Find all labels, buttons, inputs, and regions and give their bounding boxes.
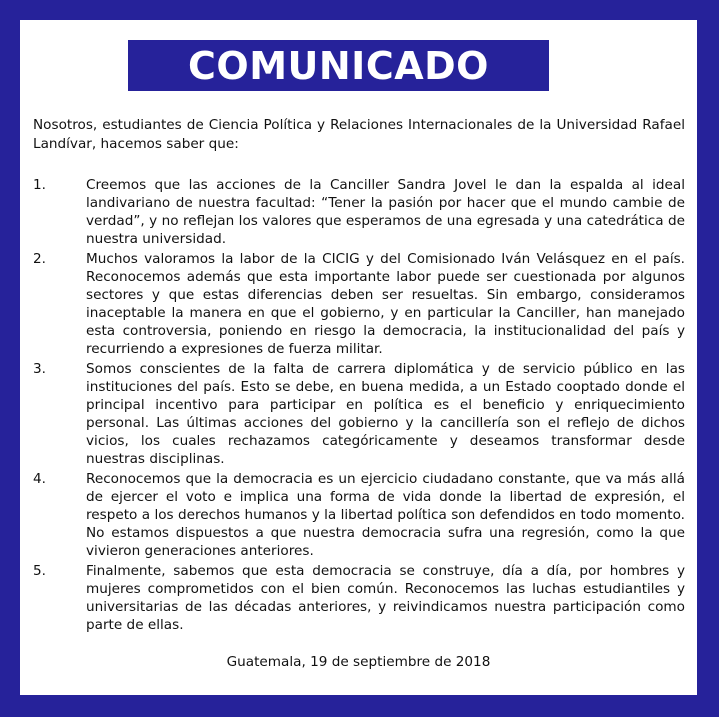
signoff-date: Guatemala, 19 de septiembre de 2018	[226, 654, 491, 670]
statement-list	[33, 176, 685, 636]
intro-paragraph: Nosotros, estudiantes de Ciencia Política y Relaciones Internacionales de la Universidad Rafael Landívar, hacemos saber que:	[33, 117, 685, 152]
list-item	[33, 176, 685, 248]
page-title: COMUNICADO	[188, 43, 489, 88]
list-item	[33, 250, 685, 358]
title-banner	[128, 40, 549, 91]
item-text: Creemos que las acciones de la Canciller Sandra Jovel le dan la espalda al ideal landivariano de nuestra facultad: “Tener la pasión por hacer que el mundo cambie de verdad”, y no reflejan los valores que esperamos de una egresada y una catedrática de nuestra universidad.	[86, 177, 685, 247]
item-text: Finalmente, sabemos que esta democracia se construye, día a día, por hombres y mujeres comprometidos con el bien común. Reconocemos las luchas estudiantiles y universitarias de las décadas anteriores, y reivindicamos nuestra participación como parte de ellas.	[86, 563, 685, 633]
item-number: 4.	[33, 471, 46, 487]
item-number: 1.	[33, 177, 46, 193]
item-number: 3.	[33, 361, 46, 377]
item-text: Somos conscientes de la falta de carrera diplomática y de servicio público en las instituciones del país. Esto se debe, en buena medida, a un Estado cooptado donde el principal incentivo para participar en política es el beneficio y enriquecimiento personal. Las últimas acciones del gobierno y la cancillería son el reflejo de dichos vicios, los cuales rechazamos categóricamente y deseamos transformar desde nuestras disciplinas.	[86, 361, 685, 467]
document-panel	[20, 20, 697, 695]
item-number: 2.	[33, 251, 46, 267]
list-item	[33, 562, 685, 634]
item-number: 5.	[33, 563, 46, 579]
item-text: Reconocemos que la democracia es un ejercicio ciudadano constante, que va más allá de ejercer el voto e implica una forma de vida donde la libertad de expresión, el respeto a los derechos humanos y la libertad política son defendidos en todo momento. No estamos dispuestos a que nuestra democracia sufra una regresión, como la que vivieron generaciones anteriores.	[86, 471, 685, 559]
item-text: Muchos valoramos la labor de la CICIG y del Comisionado Iván Velásquez en el país. Reconocemos además que esta importante labor puede ser cuestionada por algunos sectores y que estas diferencias deben ser resueltas. Sin embargo, consideramos inaceptable la manera en que el gobierno, y en particular la Canciller, han manejado esta controversia, poniendo en riesgo la democracia, la institucionalidad del país y recurriendo a expresiones de fuerza militar.	[86, 251, 685, 357]
list-item	[33, 470, 685, 560]
list-item	[33, 360, 685, 468]
